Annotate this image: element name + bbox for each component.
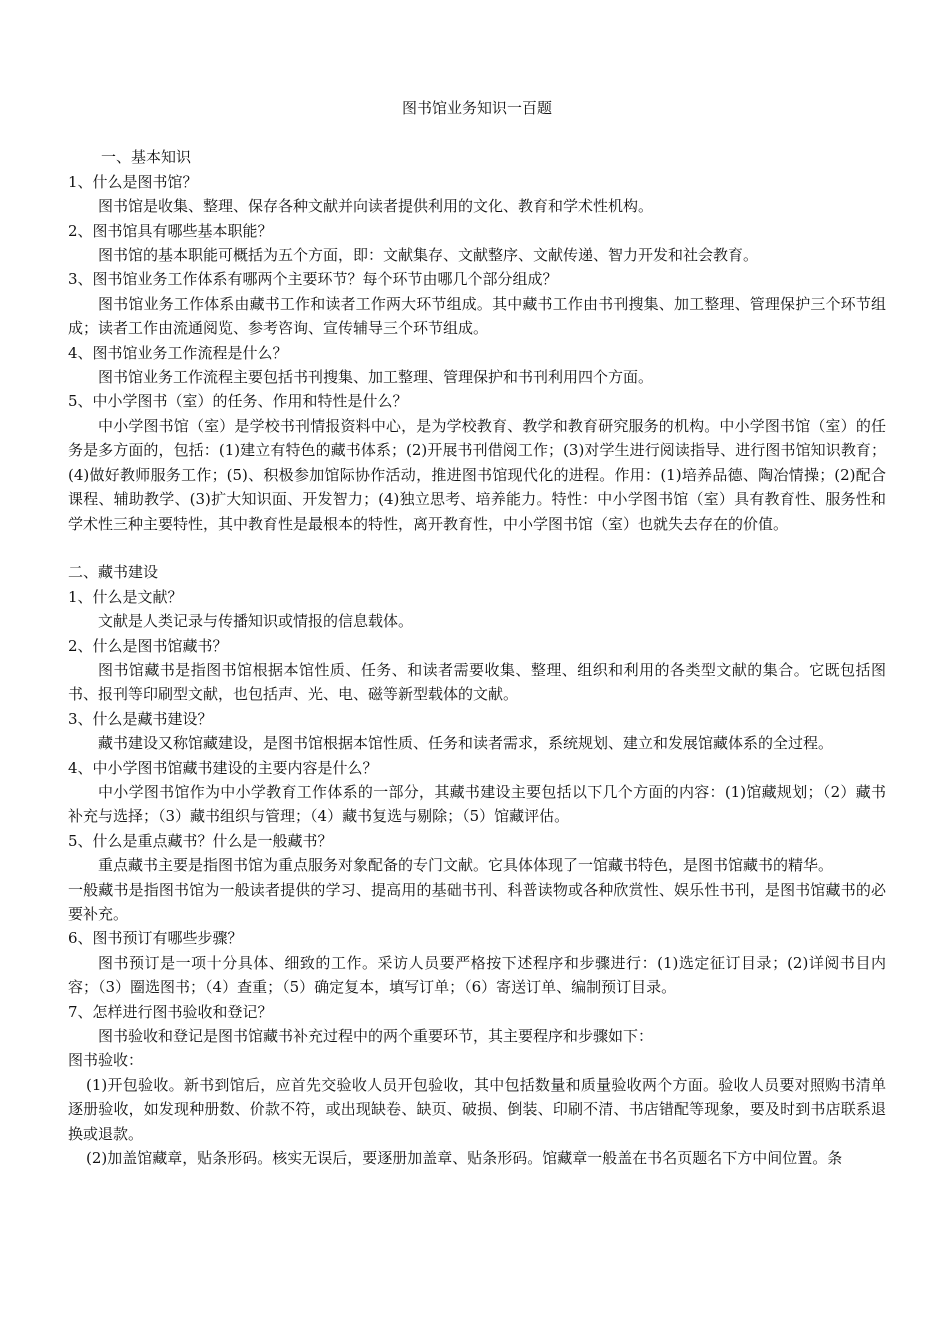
question: 7、怎样进行图书验收和登记？: [68, 1002, 273, 1021]
question: 4、图书馆业务工作流程是什么？: [68, 343, 288, 362]
section-heading: 一、基本知识: [101, 148, 192, 167]
question: 3、什么是藏书建设？: [68, 709, 213, 728]
answer: 图书预订是一项十分具体、细致的工作。采访人员要严格按下述程序和步骤进行：(1)选定征订目录；(2)详阅书目内容；（3）圈选图书；（4）查重；（5）确定复本，填写订单；（6）寄送订单、编制预订目录。: [68, 953, 886, 997]
question: 3、图书馆业务工作体系有哪两个主要环节？每个环节由哪几个部分组成？: [68, 270, 558, 289]
document-page: [68, 96, 886, 1170]
answer: 重点藏书主要是指图书馆为重点服务对象配备的专门文献。它具体体现了一馆藏书特色，是图书馆藏书的精华。: [98, 856, 834, 875]
answer: 图书馆藏书是指图书馆根据本馆性质、任务、和读者需要收集、整理、组织和利用的各类型文献的集合。它既包括图书、报刊等印刷型文献，也包括声、光、电、磁等新型载体的文献。: [68, 660, 886, 704]
answer: (1)开包验收。新书到馆后，应首先交验收人员开包验收，其中包括数量和质量验收两个方面。验收人员要对照购书清单逐册验收，如发现种册数、价款不符，或出现缺卷、缺页、破损、倒装、印刷不清、书店错配等现象，要及时到书店联系退换或退款。: [68, 1075, 886, 1143]
question: 5、中小学图书（室）的任务、作用和特性是什么？: [68, 392, 408, 411]
question: 1、什么是图书馆？: [68, 172, 198, 191]
answer: (2)加盖馆藏章，贴条形码。核实无误后，要逐册加盖章、贴条形码。馆藏章一般盖在书名页题名下方中间位置。条: [86, 1149, 843, 1168]
answer: 中小学图书馆作为中小学教育工作体系的一部分，其藏书建设主要包括以下几个方面的内容：(1)馆藏规划；（2）藏书补充与选择；（3）藏书组织与管理；（4）藏书复选与剔除；（5）馆藏评估。: [68, 782, 886, 826]
answer: 图书馆业务工作体系由藏书工作和读者工作两大环节组成。其中藏书工作由书刊搜集、加工整理、管理保护三个环节组成；读者工作由流通阅览、参考咨询、宣传辅导三个环节组成。: [68, 294, 886, 338]
answer: 图书馆业务工作流程主要包括书刊搜集、加工整理、管理保护和书刊利用四个方面。: [98, 368, 654, 387]
question: 5、什么是重点藏书？什么是一般藏书？: [68, 831, 333, 850]
answer: 文献是人类记录与传播知识或情报的信息载体。: [98, 612, 414, 631]
question: 2、图书馆具有哪些基本职能？: [68, 221, 273, 240]
question: 4、中小学图书馆藏书建设的主要内容是什么？: [68, 758, 378, 777]
blank-line: [68, 536, 886, 560]
answer: 一般藏书是指图书馆为一般读者提供的学习、提高用的基础书刊、科普读物或各种欣赏性、娱乐性书刊，是图书馆藏书的必要补充。: [68, 880, 886, 923]
answer: 图书馆是收集、整理、保存各种文献并向读者提供利用的文化、教育和学术性机构。: [98, 197, 654, 216]
answer: 中小学图书馆（室）是学校书刊情报资料中心，是为学校教育、教学和教育研究服务的机构。中小学图书馆（室）的任务是多方面的，包括：(1)建立有特色的藏书体系；(2)开展书刊借阅工作；(3)对学生进行阅读指导、进行图书馆知识教育；(4)做好教师服务工作；(5)、积极参加馆际协作活动，推进图书馆现代化的进程。作用：(1)培养品德、陶冶情操；(2)配合课程、辅助教学、(3)扩大知识面、开发智力；(4)独立思考、培养能力。特性：中小学图书馆（室）具有教育性、服务性和学术性三种主要特性，其中教育性是最根本的特性，离开教育性，中小学图书馆（室）也就失去存在的价值。: [68, 416, 886, 533]
question: 1、什么是文献？: [68, 587, 183, 606]
answer: 图书验收和登记是图书馆藏书补充过程中的两个重要环节，其主要程序和步骤如下：: [98, 1027, 654, 1046]
question: 2、什么是图书馆藏书？: [68, 636, 228, 655]
section-heading: 二、藏书建设: [68, 563, 159, 582]
question: 6、图书预订有哪些步骤？: [68, 929, 243, 948]
document-title: 图书馆业务知识一百题: [401, 99, 552, 117]
answer: 图书馆的基本职能可概括为五个方面，即：文献集存、文献整序、文献传递、智力开发和社会教育。: [98, 246, 759, 265]
answer: 藏书建设又称馆藏建设，是图书馆根据本馆性质、任务和读者需求，系统规划、建立和发展馆藏体系的全过程。: [98, 734, 834, 753]
subheading: 图书验收：: [68, 1051, 144, 1070]
